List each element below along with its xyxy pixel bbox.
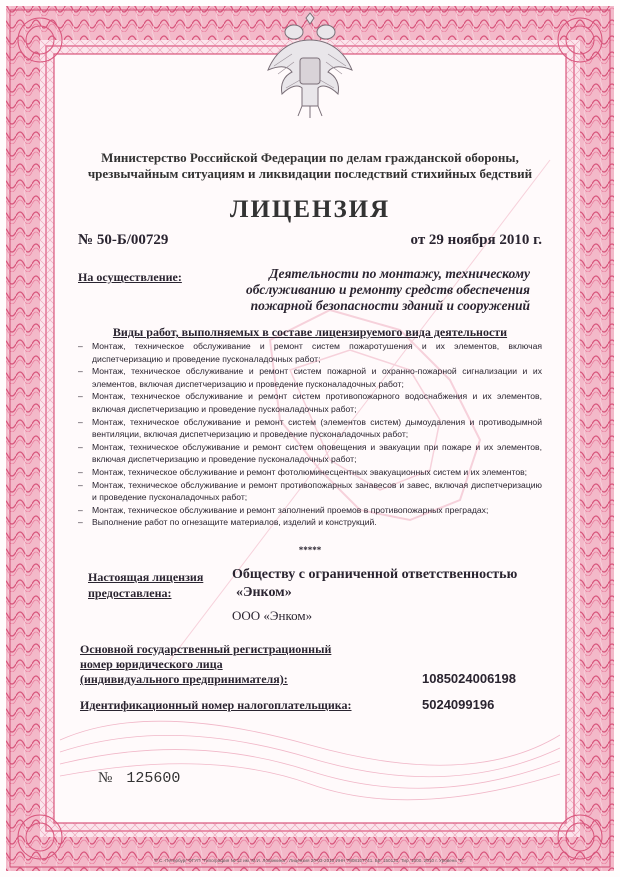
dash-bullet: – <box>78 517 83 528</box>
dash-bullet: – <box>78 341 83 351</box>
ogrn-label-line: Основной государственный регистрационный <box>80 642 332 656</box>
activity-line: обслуживанию и ремонту средств обеспечения <box>246 282 530 297</box>
ogrn-label <box>80 642 331 687</box>
works-item-text: Монтаж, техническое обслуживание и ремонт фотолюминесцентных эвакуационных систем и их элементов; <box>92 466 528 477</box>
document-title: ЛИЦЕНЗИЯ <box>229 196 391 223</box>
dash-bullet: – <box>78 416 83 427</box>
license-number: № 50-Б/00729 <box>78 232 169 248</box>
works-item-text: Монтаж, техническое обслуживание и ремонт систем пожарной и охранно-пожарной сигнализации и их элементов, включая диспетчеризацию и проведение пусконаладочных работ; <box>92 366 542 389</box>
works-item-text: Монтаж, техническое обслуживание и ремонт систем оповещения и эвакуации при пожаре и их элементов, включая диспетчеризацию и проведение пусконаладочных работ; <box>92 441 542 465</box>
works-item <box>78 516 542 529</box>
ogrn-value: 1085024006198 <box>422 671 516 686</box>
works-item <box>78 479 542 504</box>
dash-bullet: – <box>78 391 83 402</box>
printer-imprint: © С.-Петербург ФГУП "Типография № 12 им. М.И. Лоханкина". Лицензия 20-03-2010 ИНН 7808107741. Бр. 150121. Тир. 1000. 2010 г. Уровень "В". <box>154 858 466 863</box>
company-name-line: Обществу с ограниченной ответственностью <box>232 567 518 582</box>
works-item-text: Монтаж, техническое обслуживание и ремонт систем пожаротушения и их элементов, включая диспетчеризацию и проведение пусконаладочных работ; <box>92 341 542 364</box>
granted-label <box>88 569 203 601</box>
ogrn-label-line: (индивидуального предпринимателя): <box>80 672 288 686</box>
serial-value: 125600 <box>126 770 181 787</box>
serial-prefix: № <box>98 770 113 786</box>
license-date: от 29 ноября 2010 г. <box>410 232 542 248</box>
dash-bullet: – <box>78 479 83 490</box>
ministry-line-2: чрезвычайным ситуациям и ликвидации последствий стихийных бедствий <box>87 166 533 181</box>
ministry-header <box>60 150 560 182</box>
works-item-text: Выполнение работ по огнезащите материалов, изделий и конструкций. <box>92 517 377 528</box>
granted-label-line: предоставлена: <box>88 586 172 600</box>
activity-line: Деятельности по монтажу, техническому <box>269 266 530 281</box>
activity-line: пожарной безопасности зданий и сооружений <box>250 298 530 313</box>
ogrn-label-line: номер юридического лица <box>80 657 223 671</box>
works-item-text: Монтаж, техническое обслуживание и ремонт заполнений проемов в противопожарных преградах; <box>92 504 489 515</box>
dash-bullet: – <box>78 366 83 377</box>
inn-value: 5024099196 <box>422 697 495 712</box>
works-item <box>78 365 542 390</box>
works-item <box>78 466 542 479</box>
works-item-text: Монтаж, техническое обслуживание и ремонт систем (элементов систем) дымоудаления и противодымной вентиляции, включая диспетчеризацию и проведение пусконаладочных работ; <box>92 416 542 440</box>
activity-description <box>212 266 530 314</box>
works-item <box>78 504 542 517</box>
ministry-line-1: Министерство Российской Федерации по делам гражданской обороны, <box>101 150 519 165</box>
separator-stars: ***** <box>298 545 322 555</box>
double-headed-eagle-icon <box>262 10 358 120</box>
works-item <box>78 416 542 441</box>
works-item <box>78 441 542 466</box>
granted-label-line: Настоящая лицензия <box>88 570 204 584</box>
works-item <box>78 390 542 415</box>
inn-label: Идентификационный номер налогоплательщика: <box>80 698 352 712</box>
works-item-text: Монтаж, техническое обслуживание и ремонт противопожарных занавесов и завес, включая диспетчеризацию и проведение пусконаладочных работ; <box>92 479 542 503</box>
company-name-line: «Энком» <box>236 585 292 600</box>
works-item-text: Монтаж, техническое обслуживание и ремонт систем противопожарного водоснабжения и их элементов, включая диспетчеризацию и проведение пусконаладочных работ; <box>92 391 542 414</box>
works-title: Виды работ, выполняемых в составе лицензируемого вида деятельности <box>112 325 508 339</box>
company-name <box>232 566 517 602</box>
dash-bullet: – <box>78 441 83 452</box>
activity-label: На осуществление: <box>78 270 182 284</box>
dash-bullet: – <box>78 466 83 477</box>
company-short-name: ООО «Энком» <box>232 608 313 623</box>
works-list <box>78 340 542 529</box>
dash-bullet: – <box>78 504 83 515</box>
form-serial-number <box>98 770 180 787</box>
works-item <box>78 340 542 365</box>
